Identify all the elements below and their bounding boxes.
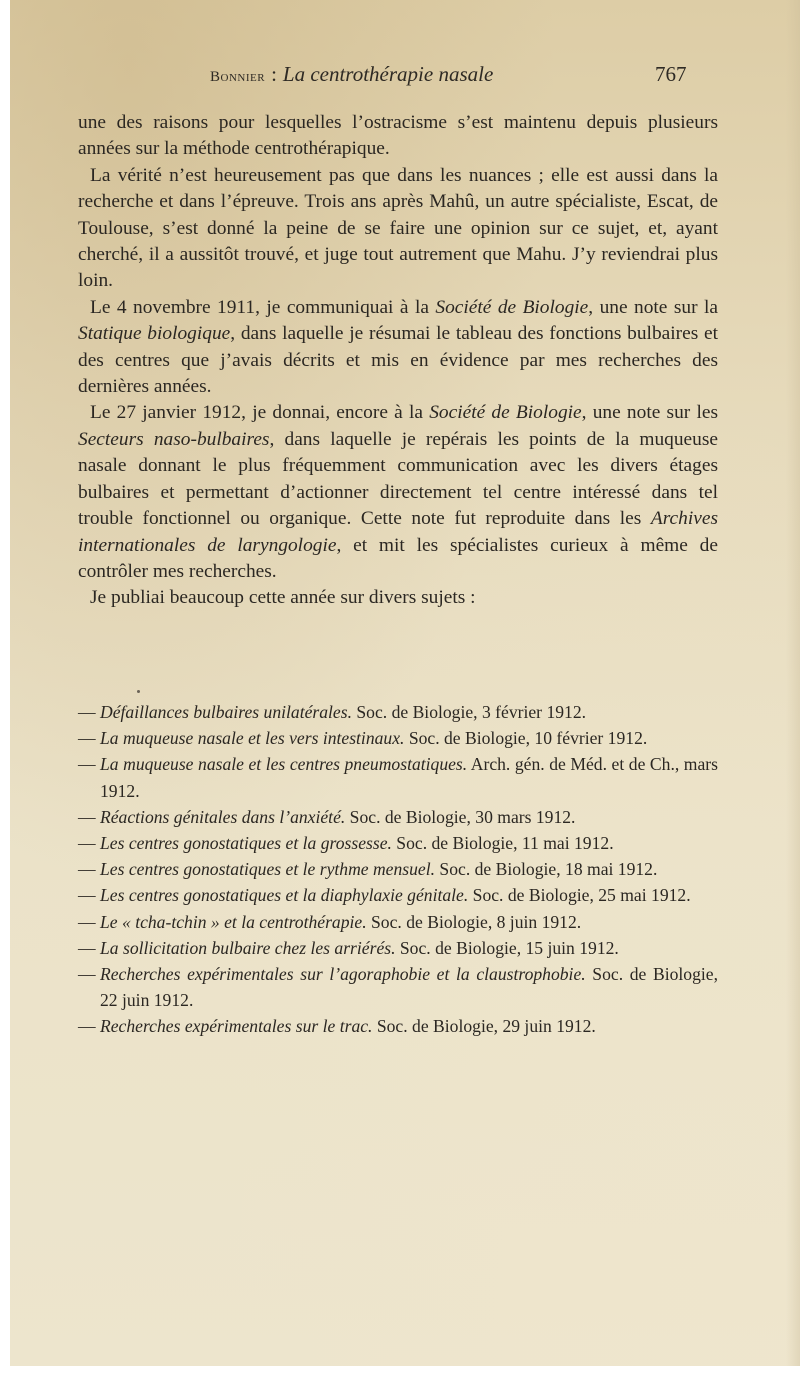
reference-title: Les centres gonostatiques et la diaphylaxie génitale. — [100, 885, 469, 906]
reference-title: Les centres gonostatiques et le rythme mensuel. — [100, 859, 436, 880]
reference-source: Soc. de Biologie, 25 mai 1912. — [468, 885, 691, 906]
reference-title: Les centres gonostatiques et la grossesse. — [100, 833, 392, 854]
paragraph — [78, 110, 718, 163]
reference-source: Soc. de Biologie, 29 juin 1912. — [372, 1016, 596, 1037]
reference-title: La muqueuse nasale et les vers intestinaux. — [100, 728, 405, 749]
reference-item — [78, 909, 718, 935]
reference-title: Défaillances bulbaires unilatérales. — [100, 702, 352, 722]
reference-source: Soc. de Biologie, 15 juin 1912. — [395, 937, 619, 958]
text-run: Le 27 janvier 1912, je donnai, encore à la — [90, 402, 430, 424]
reference-title: Recherches expérimentales sur le trac. — [100, 1016, 373, 1037]
italic-run: Archives internationales de laryngologie — [78, 508, 718, 556]
ink-speck — [137, 690, 140, 693]
reference-item — [78, 699, 718, 725]
paragraph — [78, 400, 718, 585]
text-run: La vérité n’est heureusement pas que dans les nuances ; elle est aussi dans la recherche et dans l’épreuve. Trois ans après Mahû, un autre spécialiste, Escat, de Toulouse, s’est donné la peine de se faire une opinion sur ce sujet, et, ayant cherché, il a aussitôt trouvé, et juge tout autrement que Mahu. J’y reviendrai plus loin. — [78, 164, 718, 292]
reference-title: La muqueuse nasale et les centres pneumostatiques. — [100, 754, 468, 775]
reference-item — [78, 751, 718, 803]
italic-run: Société de Biologie — [429, 402, 582, 424]
reference-item — [78, 1013, 718, 1039]
dash-marker: — — [78, 859, 96, 880]
dash-marker: — — [78, 911, 96, 932]
dash-marker: — — [78, 937, 96, 958]
reference-source: Soc. de Biologie, 11 mai 1912. — [391, 833, 614, 854]
paragraph — [78, 295, 718, 401]
reference-item — [78, 856, 718, 882]
running-head-title: La centrothérapie nasale — [282, 62, 494, 86]
text-run: , dans laquelle je résumai le tableau des fonctions bulbaires et des centres que j’avais décrits et mis en évidence par mes recherches des dernières années. — [78, 323, 718, 398]
reference-source: Soc. de Biologie, 22 juin 1912. — [100, 964, 718, 1011]
reference-item — [78, 804, 718, 830]
paragraph — [78, 163, 718, 295]
italic-run: Statique biologique — [78, 323, 231, 345]
text-run: Je publiai beaucoup cette année sur divers sujets : — [90, 587, 476, 609]
reference-item — [78, 725, 718, 751]
reference-source: Soc. de Biologie, 8 juin 1912. — [366, 911, 582, 932]
text-run: , une note sur les — [581, 402, 718, 424]
reference-source: Soc. de Biologie, 30 mars 1912. — [345, 806, 576, 827]
reference-source: Soc. de Biologie, 3 février 1912. — [351, 702, 587, 722]
reference-item — [78, 830, 718, 856]
reference-item — [78, 935, 718, 961]
page-header — [10, 62, 800, 90]
reference-source: Soc. de Biologie, 10 février 1912. — [404, 728, 648, 749]
body-text — [78, 110, 718, 612]
text-run: Le 4 novembre 1911, je communiquai à la — [90, 296, 436, 318]
dash-marker: — — [78, 833, 96, 854]
dash-marker: — — [78, 1016, 96, 1037]
running-head — [210, 62, 493, 87]
dash-marker: — — [78, 885, 96, 906]
text-run: , et mit les spécialistes curieux à même de contrôler mes recherches. — [78, 534, 718, 582]
reference-list — [78, 699, 718, 1040]
book-page — [10, 0, 800, 1366]
running-head-author: Bonnier — [210, 69, 266, 85]
reference-source: Soc. de Biologie, 18 mai 1912. — [435, 859, 658, 880]
reference-title: Le « tcha-tchin » et la centrothérapie. — [100, 911, 367, 932]
dash-marker: — — [78, 964, 96, 985]
reference-title: Réactions génitales dans l’anxiété. — [100, 806, 346, 827]
text-run: , dans laquelle je repérais les points de la muqueuse nasale donnant le plus fréquemment communication avec les divers étages bulbaires et permettant d’actionner directement tel centre intéressé dans tel trouble fonctionnel ou organique. Cette note fut reproduite dans les — [78, 428, 718, 530]
dash-marker: — — [78, 754, 96, 775]
reference-item — [78, 961, 718, 1013]
running-head-separator: : — [271, 62, 277, 86]
italic-run: Société de Biologie — [435, 296, 589, 318]
dash-marker: — — [78, 728, 96, 749]
text-run: , une note sur la — [588, 296, 718, 318]
reference-source: Arch. gén. de Méd. et de Ch., mars 1912. — [100, 754, 719, 801]
dash-marker: — — [78, 702, 96, 722]
reference-title: La sollicitation bulbaire chez les arriérés. — [100, 937, 396, 958]
reference-item — [78, 882, 718, 908]
page-number: 767 — [655, 62, 687, 86]
dash-marker: — — [78, 806, 96, 827]
italic-run: Secteurs naso-bulbaires — [78, 428, 270, 450]
reference-title: Recherches expérimentales sur l’agoraphobie et la claustrophobie. — [100, 964, 586, 985]
text-run: une des raisons pour lesquelles l’ostracisme s’est maintenu depuis plusieurs années sur la méthode centrothérapique. — [78, 112, 718, 160]
paragraph — [78, 585, 718, 611]
